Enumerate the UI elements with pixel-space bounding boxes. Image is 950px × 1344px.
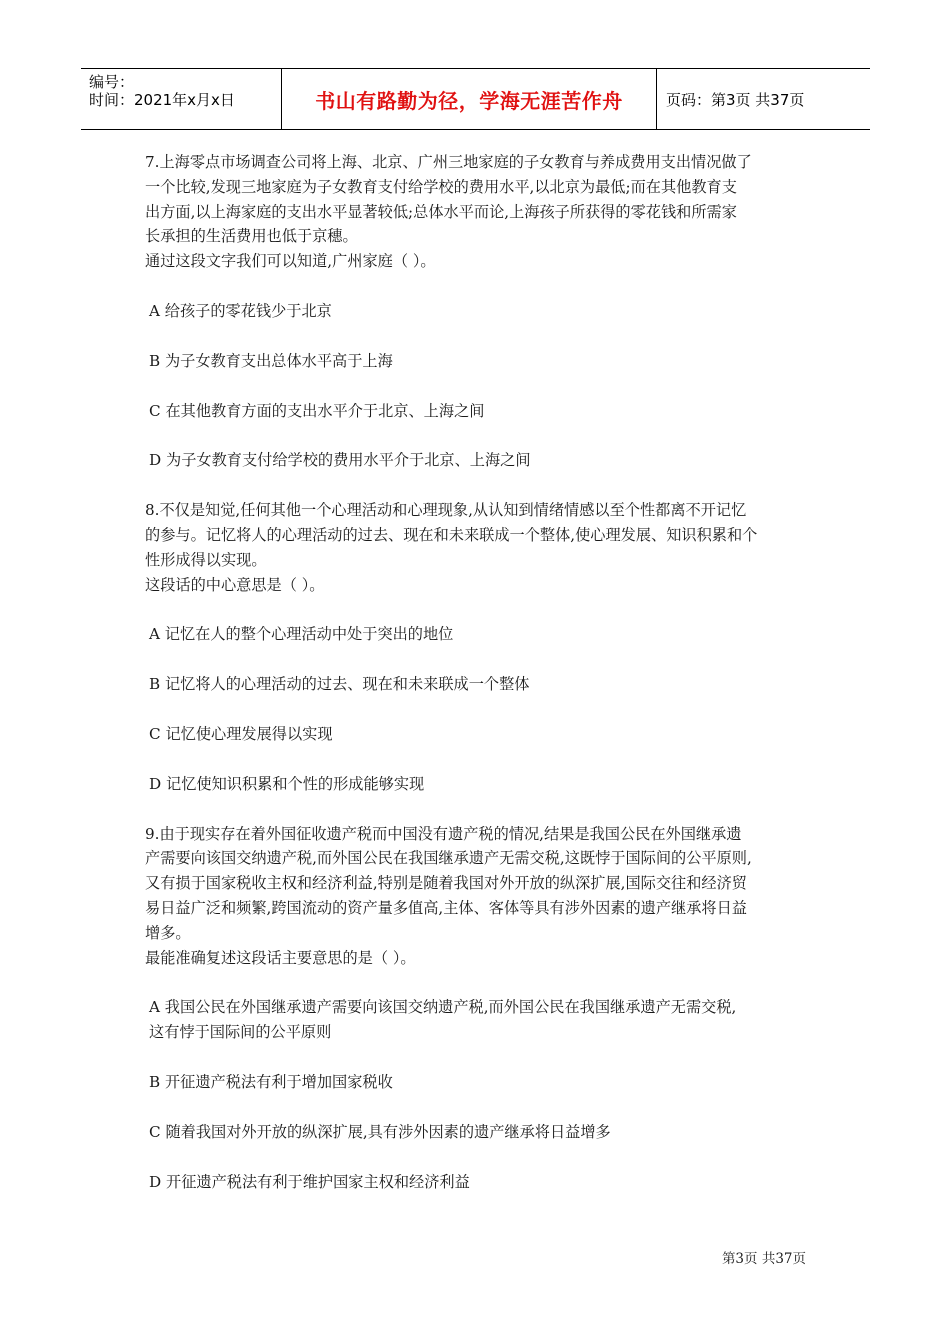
question-line: 性形成得以实现。	[145, 550, 267, 569]
question-8	[145, 498, 810, 796]
question-line: 8.不仅是知觉,任何其他一个心理活动和心理现象,从认知到情绪情感以至个性都离不开记忆	[145, 501, 747, 520]
question-prompt: 最能准确复述这段话主要意思的是（ ）。	[145, 948, 416, 967]
question-line: 产需要向该国交纳遗产税,而外国公民在我国继承遗产无需交税,这既悖于国际间的公平原则,	[145, 849, 752, 868]
question-line: 增多。	[145, 923, 191, 942]
option-a: A 记忆在人的整个心理活动中处于突出的地位	[149, 625, 454, 644]
question-prompt: 这段话的中心意思是（ ）。	[145, 575, 325, 594]
question-line: 长承担的生活费用也低于京穗。	[145, 227, 358, 246]
question-line: 9.由于现实存在着外国征收遗产税而中国没有遗产税的情况,结果是我国公民在外国继承遗	[145, 824, 742, 843]
question-line: 的参与。记忆将人的心理活动的过去、现在和未来联成一个整体,使心理发展、知识积累和个	[145, 525, 758, 544]
question-9	[145, 822, 810, 1195]
header-meta	[81, 69, 281, 129]
header-page-number: 页码：第3页 共37页	[666, 90, 805, 109]
document-time-label: 时间：2021年x月x日	[89, 91, 235, 109]
option-b: B 记忆将人的心理活动的过去、现在和未来联成一个整体	[149, 675, 530, 694]
question-line: 一个比较,发现三地家庭为子女教育支付给学校的费用水平,以北京为最低;而在其他教育支	[145, 177, 737, 196]
option-c: C 记忆使心理发展得以实现	[149, 724, 333, 743]
question-line: 出方面,以上海家庭的支出水平显著较低;总体水平而论,上海孩子所获得的零花钱和所需家	[145, 202, 737, 221]
question-prompt: 通过这段文字我们可以知道,广州家庭（ ）。	[145, 252, 436, 271]
option-a: A 给孩子的零花钱少于北京	[149, 301, 332, 320]
option-a-continued: 这有悖于国际间的公平原则	[149, 1023, 332, 1042]
question-line: 又有损于国家税收主权和经济利益,特别是随着我国对外开放的纵深扩展,国际交往和经济贸	[145, 874, 747, 893]
option-c: C 随着我国对外开放的纵深扩展,具有涉外因素的遗产继承将日益增多	[149, 1122, 611, 1141]
document-number-label: 编号：	[89, 73, 135, 91]
question-7	[145, 150, 810, 473]
question-line: 7.上海零点市场调查公司将上海、北京、广州三地家庭的子女教育与养成费用支出情况做了	[145, 153, 752, 171]
document-body	[145, 150, 810, 1194]
option-d: D 开征遗产税法有利于维护国家主权和经济利益	[149, 1172, 470, 1191]
option-b: B 开征遗产税法有利于增加国家税收	[149, 1072, 393, 1091]
option-b: B 为子女教育支出总体水平高于上海	[149, 351, 393, 370]
option-a: A 我国公民在外国继承遗产需要向该国交纳遗产税,而外国公民在我国继承遗产无需交税,	[149, 998, 737, 1017]
question-line: 易日益广泛和频繁,跨国流动的资产量多值高,主体、客体等具有涉外因素的遗产继承将日益	[145, 898, 747, 917]
header-motto: 书山有路勤为径，学海无涯苦作舟	[281, 69, 657, 129]
page-footer: 第3页 共37页	[721, 1251, 806, 1267]
option-c: C 在其他教育方面的支出水平介于北京、上海之间	[149, 401, 485, 420]
option-d: D 记忆使知识积累和个性的形成能够实现	[149, 774, 425, 793]
option-d: D 为子女教育支付给学校的费用水平介于北京、上海之间	[149, 451, 531, 470]
page-header	[81, 68, 870, 130]
